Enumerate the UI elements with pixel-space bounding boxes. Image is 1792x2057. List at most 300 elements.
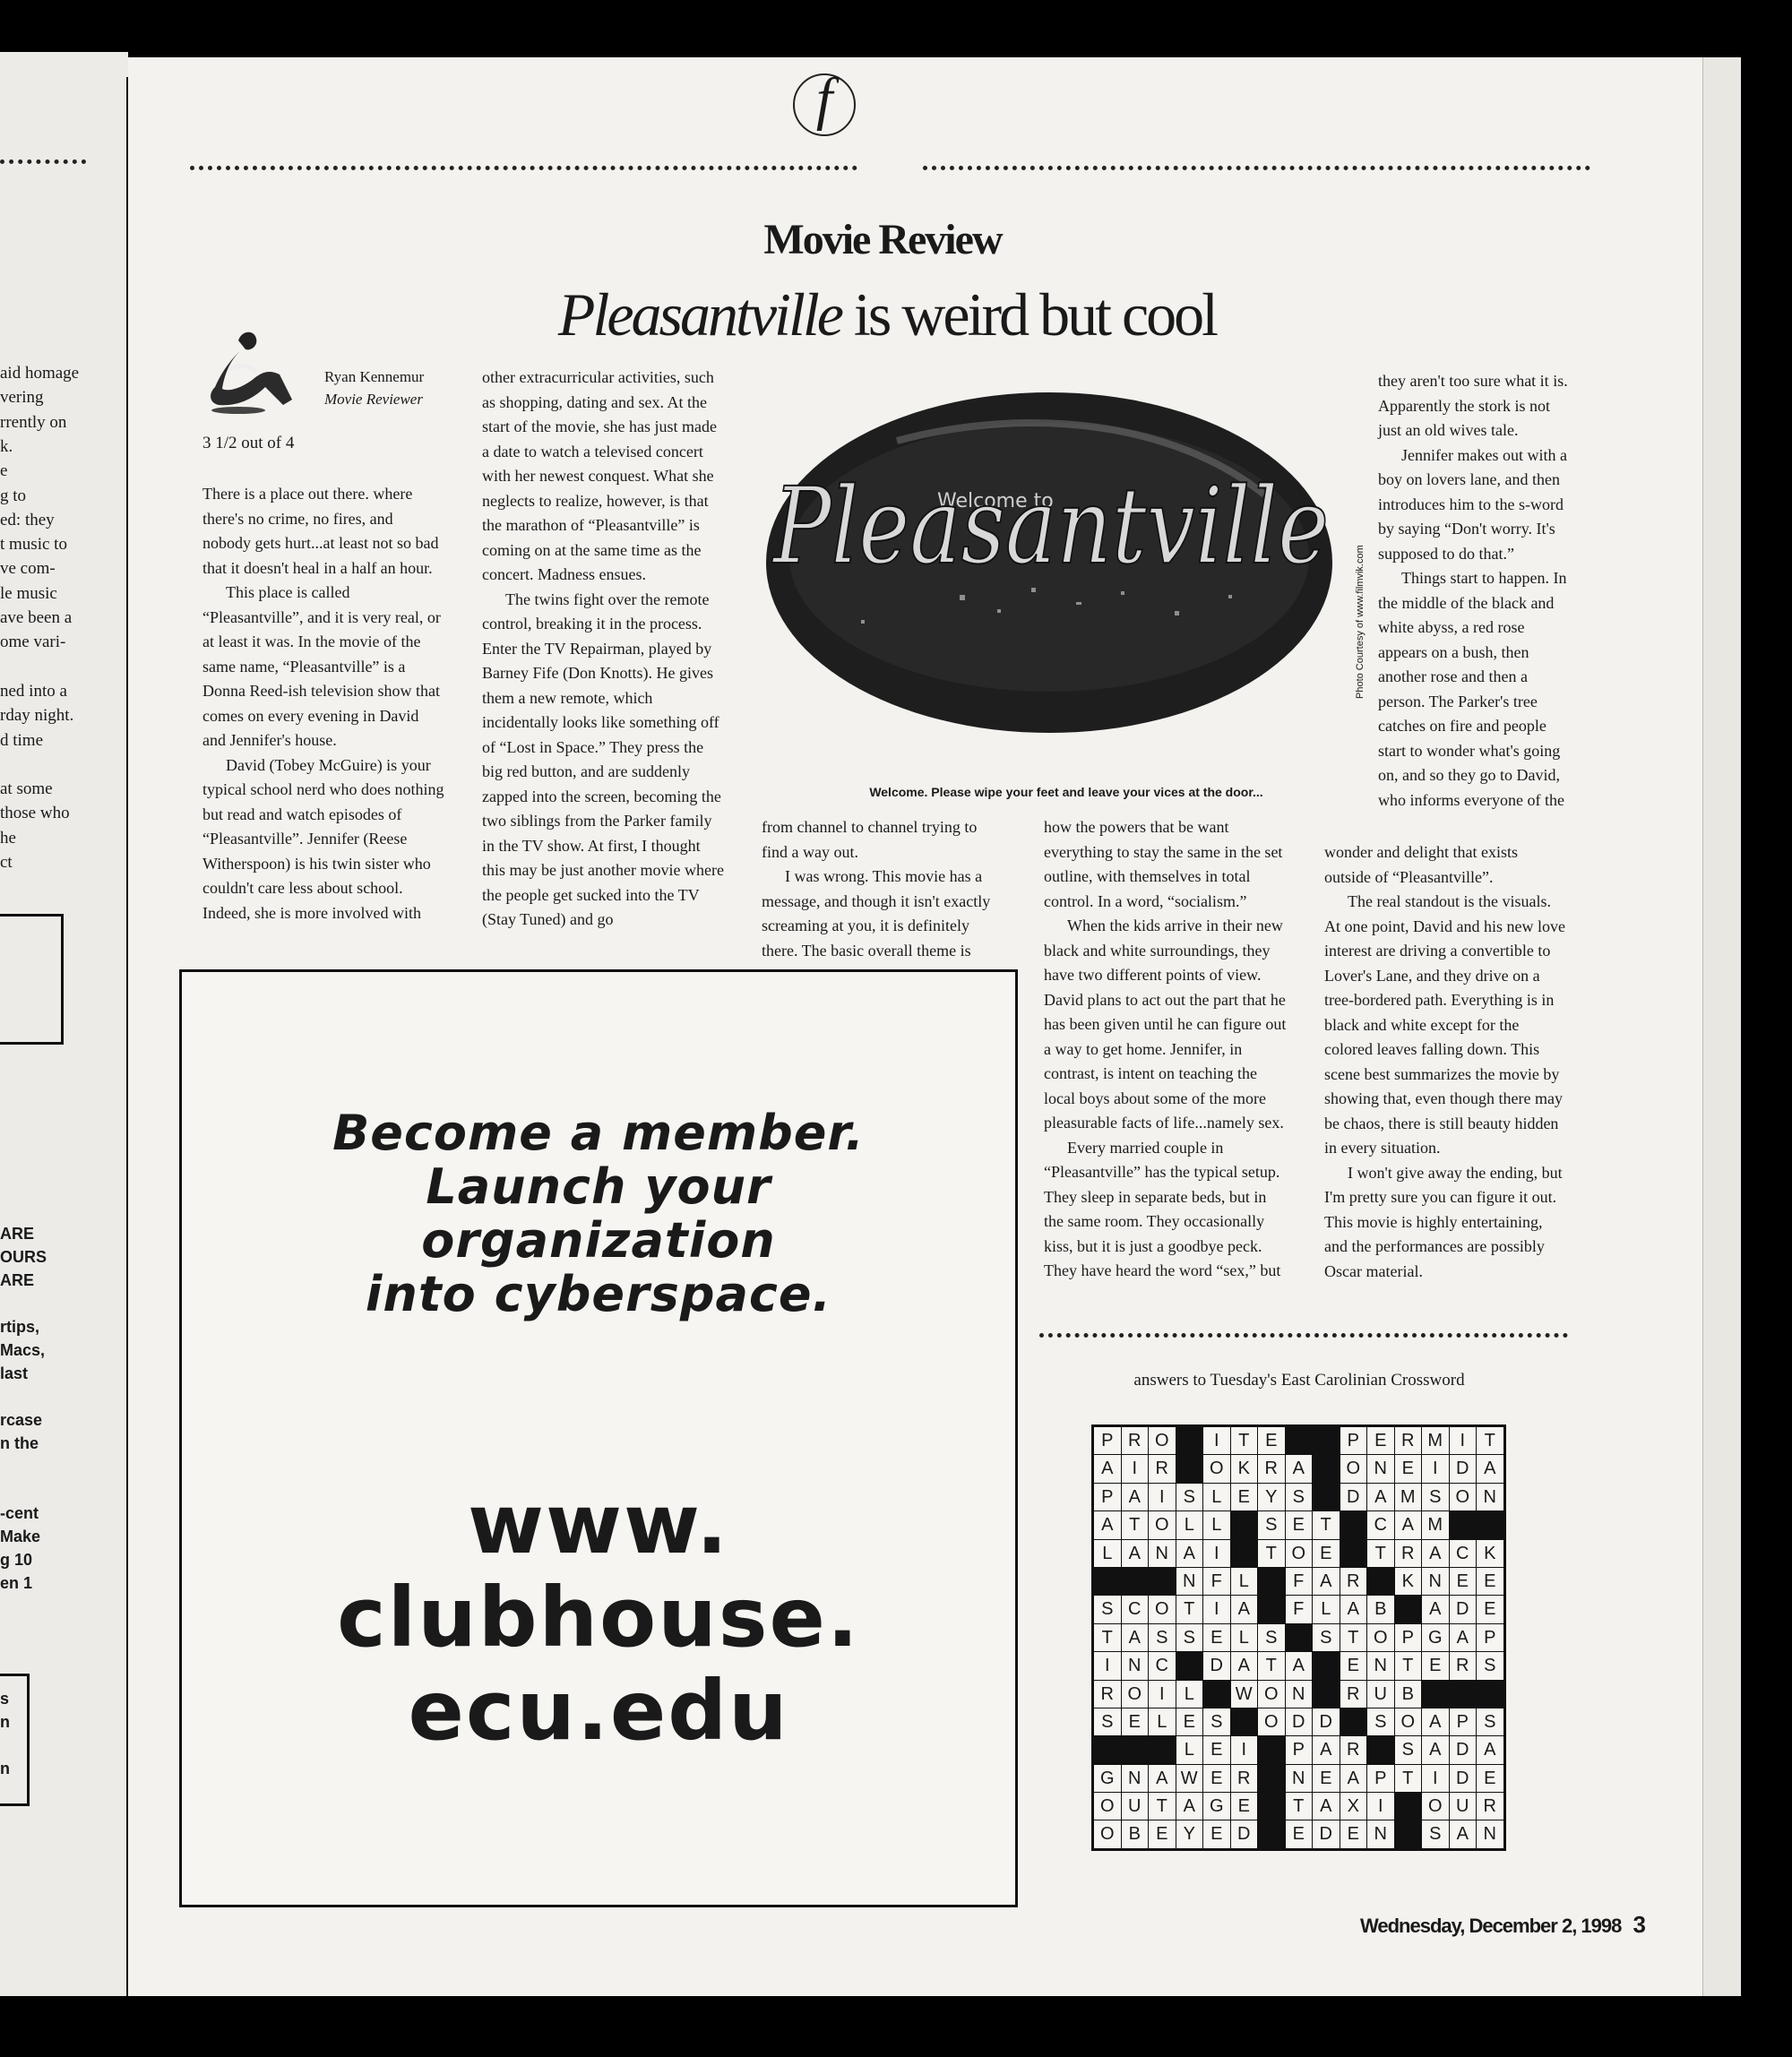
crossword-block <box>1258 1765 1285 1792</box>
crossword-cell: O <box>1422 1793 1449 1820</box>
text-fragment: t music to <box>0 535 67 555</box>
crossword-cell: N <box>1367 1820 1394 1847</box>
paragraph: I was wrong. This movie has a message, and though it isn't exactly screaming at you, it is definitely there. The basic overall theme is <box>762 867 991 960</box>
crossword-cell: T <box>1094 1624 1121 1651</box>
text-fragment: -cent <box>0 1504 39 1522</box>
crossword-cell: T <box>1477 1427 1503 1454</box>
crossword-cell: S <box>1258 1511 1285 1538</box>
crossword-cell: I <box>1367 1793 1394 1820</box>
crossword-block <box>1258 1736 1285 1763</box>
paragraph: from channel to channel trying to find a way out. <box>762 818 978 861</box>
crossword-cell: N <box>1367 1652 1394 1679</box>
crossword-cell: A <box>1286 1455 1313 1482</box>
paragraph: Things start to happen. In the middle of the black and white abyss, a red rose appears on a bush, then another rose and then a person. The Parker's tree catches on fire and people start to wonder what's going on, and so they go to David, who informs everyone of the <box>1378 569 1567 809</box>
crossword-cell: A <box>1340 1596 1367 1622</box>
crossword-cell: P <box>1367 1765 1394 1792</box>
crossword-cell: D <box>1450 1765 1477 1792</box>
article-column-3 <box>762 815 1005 963</box>
crossword-block <box>1477 1681 1503 1708</box>
crossword-cell: E <box>1203 1736 1230 1763</box>
crossword-cell: N <box>1367 1455 1394 1482</box>
crossword-cell: N <box>1122 1765 1149 1792</box>
crossword-cell: O <box>1367 1624 1394 1651</box>
crossword-block <box>1340 1708 1367 1735</box>
crossword-cell: T <box>1149 1793 1176 1820</box>
crossword-cell: I <box>1203 1540 1230 1567</box>
crossword-cell: L <box>1176 1736 1203 1763</box>
crossword-dotted-rule <box>1039 1333 1568 1338</box>
clubhouse-advertisement <box>179 969 1018 1907</box>
ad-line: www. <box>467 1476 730 1572</box>
crossword-cell: Y <box>1258 1484 1285 1510</box>
crossword-cell: L <box>1231 1568 1258 1595</box>
crossword-cell: D <box>1203 1652 1230 1679</box>
crossword-block <box>1477 1511 1503 1538</box>
text-fragment: s <box>0 1690 10 1708</box>
text-fragment: rtips, <box>0 1318 40 1336</box>
folio-letter: f <box>793 73 856 136</box>
crossword-block <box>1176 1427 1203 1454</box>
crossword-cell: T <box>1231 1427 1258 1454</box>
crossword-cell: O <box>1450 1484 1477 1510</box>
text-fragment: n <box>0 1760 10 1777</box>
crossword-cell: Y <box>1176 1820 1203 1847</box>
crossword-cell: A <box>1450 1624 1477 1651</box>
crossword-cell: A <box>1313 1793 1340 1820</box>
adjacent-ad-box <box>0 914 64 1045</box>
crossword-cell: C <box>1122 1596 1149 1622</box>
crossword-cell: T <box>1258 1652 1285 1679</box>
text-fragment: ave been a <box>0 608 73 627</box>
crossword-cell: I <box>1231 1736 1258 1763</box>
crossword-cell: O <box>1149 1511 1176 1538</box>
crossword-cell: D <box>1231 1820 1258 1847</box>
crossword-cell: S <box>1176 1484 1203 1510</box>
crossword-cell: I <box>1203 1596 1230 1622</box>
crossword-block <box>1149 1568 1176 1595</box>
crossword-cell: A <box>1422 1540 1449 1567</box>
text-fragment: n the <box>0 1434 39 1452</box>
text-fragment: le music <box>0 583 57 603</box>
crossword-cell: S <box>1367 1708 1394 1735</box>
ad-line: Launch your <box>426 1158 771 1215</box>
crossword-cell: R <box>1340 1568 1367 1595</box>
paragraph: other extracurricular activities, such as shopping, dating and sex. At the start of the movie, she has just made a date to watch a televised concert with her newest conquest. What she neglects to realize, however, is that the marathon of “Pleasantville” is coming on at the same time as the concert. Madness ensues. <box>482 368 717 583</box>
crossword-cell: P <box>1395 1624 1422 1651</box>
crossword-cell: T <box>1176 1596 1203 1622</box>
crossword-cell: D <box>1286 1708 1313 1735</box>
crossword-cell: O <box>1149 1427 1176 1454</box>
crossword-block <box>1231 1708 1258 1735</box>
section-kicker: Movie Review <box>763 216 1002 263</box>
text-fragment: ned into a <box>0 681 67 701</box>
crossword-cell: D <box>1450 1455 1477 1482</box>
crossword-block <box>1450 1681 1477 1708</box>
crossword-cell: P <box>1450 1708 1477 1735</box>
crossword-cell: U <box>1450 1793 1477 1820</box>
crossword-cell: A <box>1231 1652 1258 1679</box>
ad-slogan <box>182 1106 1015 1321</box>
crossword-cell: C <box>1367 1511 1394 1538</box>
crossword-cell: I <box>1094 1652 1121 1679</box>
crossword-cell: A <box>1122 1540 1149 1567</box>
crossword-cell: E <box>1450 1568 1477 1595</box>
crossword-cell: T <box>1122 1511 1149 1538</box>
photo-credit: Photo Courtesy of www.filmvik.com <box>1355 545 1366 699</box>
crossword-cell: L <box>1176 1511 1203 1538</box>
byline-role: Movie Reviewer <box>324 391 423 408</box>
image-logo-text: Pleasantville <box>771 464 1329 588</box>
crossword-cell: R <box>1395 1427 1422 1454</box>
crossword-cell: S <box>1422 1820 1449 1847</box>
crossword-cell: A <box>1313 1736 1340 1763</box>
crossword-cell: O <box>1149 1596 1176 1622</box>
crossword-cell: W <box>1176 1765 1203 1792</box>
crossword-cell: R <box>1258 1455 1285 1482</box>
crossword-cell: P <box>1094 1484 1121 1510</box>
article-column-1 <box>202 482 444 925</box>
text-fragment: ed: they <box>0 510 55 529</box>
crossword-cell: S <box>1422 1484 1449 1510</box>
crossword-block <box>1176 1455 1203 1482</box>
crossword-cell: E <box>1477 1568 1503 1595</box>
crossword-cell: O <box>1258 1708 1285 1735</box>
page-footer <box>1360 1911 1645 1939</box>
crossword-cell: D <box>1313 1708 1340 1735</box>
crossword-cell: M <box>1422 1427 1449 1454</box>
crossword-block <box>1340 1540 1367 1567</box>
text-fragment: those who <box>0 804 70 823</box>
text-fragment: g 10 <box>0 1551 33 1569</box>
crossword-cell: E <box>1258 1427 1285 1454</box>
crossword-cell: T <box>1313 1511 1340 1538</box>
footer-date: Wednesday, December 2, 1998 <box>1360 1915 1622 1937</box>
crossword-cell: I <box>1422 1455 1449 1482</box>
text-fragment: g to <box>0 486 27 505</box>
headline-title: Pleasantville <box>557 280 841 349</box>
text-fragment: Macs, <box>0 1341 46 1359</box>
paragraph: wonder and delight that exists outside of “Pleasantville”. <box>1324 843 1518 886</box>
crossword-cell: T <box>1340 1624 1367 1651</box>
crossword-cell: S <box>1094 1596 1121 1622</box>
crossword-cell: C <box>1149 1652 1176 1679</box>
crossword-cell: T <box>1395 1765 1422 1792</box>
crossword-cell: A <box>1340 1765 1367 1792</box>
crossword-cell: T <box>1367 1540 1394 1567</box>
crossword-cell: N <box>1477 1484 1503 1510</box>
text-fragment: vering <box>0 388 44 408</box>
crossword-cell: N <box>1422 1568 1449 1595</box>
crossword-cell: E <box>1340 1820 1367 1847</box>
top-dotted-rule-right <box>923 166 1590 170</box>
crossword-cell: R <box>1477 1793 1503 1820</box>
section-folio <box>730 66 918 136</box>
paragraph: When the kids arrive in their new black and white surroundings, they have two different points of view. David plans to act out the part that he has been given until he can figure out a way to get home. Jennifer, in contrast, is intent on teaching the local boys about some of the more pleasurable facts of life...namely sex. <box>1044 917 1287 1132</box>
crossword-cell: B <box>1122 1820 1149 1847</box>
crossword-cell: I <box>1203 1427 1230 1454</box>
crossword-cell: S <box>1395 1736 1422 1763</box>
crossword-cell: B <box>1367 1596 1394 1622</box>
crossword-cell: S <box>1286 1484 1313 1510</box>
crossword-cell: E <box>1203 1765 1230 1792</box>
ad-line: clubhouse. <box>337 1570 860 1665</box>
paragraph: they aren't too sure what it is. Apparently the stork is not just an old wives tale. <box>1378 372 1568 439</box>
crossword-cell: E <box>1176 1708 1203 1735</box>
text-fragment: at some <box>0 779 53 799</box>
crossword-cell: G <box>1094 1765 1121 1792</box>
crossword-block <box>1203 1681 1230 1708</box>
headline-rest: is weird but cool <box>840 280 1217 349</box>
crossword-cell: O <box>1094 1820 1121 1847</box>
ad-url <box>182 1478 1015 1758</box>
crossword-cell: A <box>1122 1484 1149 1510</box>
crossword-cell: E <box>1286 1820 1313 1847</box>
crossword-block <box>1258 1793 1285 1820</box>
crossword-cell: W <box>1231 1681 1258 1708</box>
crossword-cell: S <box>1176 1624 1203 1651</box>
crossword-cell: F <box>1286 1596 1313 1622</box>
crossword-block <box>1231 1540 1258 1567</box>
text-fragment: n <box>0 1713 10 1731</box>
ad-line: ecu.edu <box>408 1663 789 1759</box>
text-fragment: last <box>0 1364 29 1382</box>
crossword-block <box>1176 1652 1203 1679</box>
crossword-cell: O <box>1340 1455 1367 1482</box>
crossword-cell: N <box>1286 1765 1313 1792</box>
text-fragment: en 1 <box>0 1574 33 1592</box>
crossword-cell: C <box>1450 1540 1477 1567</box>
text-fragment: d time <box>0 730 44 750</box>
text-fragment: rday night. <box>0 706 74 726</box>
paragraph: I won't give away the ending, but I'm pretty sure you can figure it out. This movie is highly entertaining, and the performances are possibly Oscar material. <box>1324 1163 1563 1280</box>
crossword-cell: L <box>1094 1540 1121 1567</box>
crossword-cell: R <box>1094 1681 1121 1708</box>
crossword-block <box>1258 1568 1285 1595</box>
crossword-block <box>1340 1511 1367 1538</box>
paragraph: David (Tobey McGuire) is your typical school nerd who does nothing but read and watch episodes of “Pleasantville”. Jennifer (Reese Witherspoon) is his twin sister who couldn't care less about school. Indeed, she is more involved with <box>202 755 444 922</box>
crossword-cell: A <box>1367 1484 1394 1510</box>
article-column-2 <box>482 366 726 933</box>
crossword-cell: A <box>1395 1511 1422 1538</box>
headline <box>502 280 1272 350</box>
crossword-cell: R <box>1149 1455 1176 1482</box>
crossword-cell: P <box>1477 1624 1503 1651</box>
crossword-cell: E <box>1367 1427 1394 1454</box>
crossword-cell: X <box>1340 1793 1367 1820</box>
movie-still-image <box>762 387 1336 741</box>
crossword-cell: E <box>1231 1793 1258 1820</box>
crossword-cell: M <box>1422 1511 1449 1538</box>
crossword-cell: O <box>1258 1681 1285 1708</box>
crossword-cell: D <box>1340 1484 1367 1510</box>
paragraph: how the powers that be want everything to stay the same in the set outline, with themselves in total control. In a word, “socialism.” <box>1044 818 1283 910</box>
crossword-cell: I <box>1450 1427 1477 1454</box>
paragraph: Jennifer makes out with a boy on lovers lane, and then introduces him to the s-word by saying “Don't worry. It's supposed to do that.” <box>1378 445 1567 563</box>
text-fragment: ARE <box>0 1271 35 1289</box>
crossword-cell: S <box>1477 1708 1503 1735</box>
text-fragment: ARE <box>0 1225 35 1243</box>
crossword-cell: E <box>1395 1455 1422 1482</box>
crossword-cell: A <box>1176 1793 1203 1820</box>
crossword-block <box>1367 1736 1394 1763</box>
ad-line: Become a member. <box>332 1105 865 1161</box>
crossword-block <box>1367 1568 1394 1595</box>
crossword-cell: E <box>1313 1765 1340 1792</box>
page-number: 3 <box>1633 1911 1645 1938</box>
crossword-cell: E <box>1477 1596 1503 1622</box>
crossword-cell: F <box>1286 1568 1313 1595</box>
crossword-cell: L <box>1203 1511 1230 1538</box>
image-welcome-text: Welcome to <box>937 490 1054 512</box>
crossword-cell: R <box>1340 1736 1367 1763</box>
page-edge <box>1702 57 1741 1996</box>
crossword-cell: S <box>1149 1624 1176 1651</box>
crossword-cell: S <box>1258 1624 1285 1651</box>
ad-line: into cyberspace. <box>365 1266 832 1322</box>
crossword-cell: N <box>1176 1568 1203 1595</box>
crossword-cell: A <box>1422 1736 1449 1763</box>
crossword-grid <box>1091 1424 1506 1851</box>
crossword-block <box>1122 1568 1149 1595</box>
crossword-cell: A <box>1149 1765 1176 1792</box>
crossword-cell: P <box>1286 1736 1313 1763</box>
crossword-cell: O <box>1395 1708 1422 1735</box>
text-fragment: rrently on <box>0 412 67 432</box>
crossword-cell: T <box>1286 1793 1313 1820</box>
crossword-cell: T <box>1395 1652 1422 1679</box>
crossword-block <box>1286 1624 1313 1651</box>
crossword-cell: R <box>1340 1681 1367 1708</box>
article-column-4 <box>1044 815 1288 1284</box>
paragraph: This place is called “Pleasantville”, and it is very real, or at least it was. In the movie of the same name, “Pleasantville” is a Donna Reed-ish television show that comes on every evening in David and Jennifer's house. <box>202 583 441 749</box>
crossword-cell: S <box>1477 1652 1503 1679</box>
crossword-cell: F <box>1203 1568 1230 1595</box>
crossword-cell: R <box>1231 1765 1258 1792</box>
crossword-cell: A <box>1122 1624 1149 1651</box>
text-fragment: ct <box>0 853 13 872</box>
crossword-block <box>1313 1681 1340 1708</box>
crossword-cell: I <box>1149 1681 1176 1708</box>
crossword-cell: K <box>1231 1455 1258 1482</box>
crossword-cell: B <box>1395 1681 1422 1708</box>
crossword-block <box>1422 1681 1449 1708</box>
crossword-cell: A <box>1450 1820 1477 1847</box>
rating: 3 1/2 out of 4 <box>202 434 295 452</box>
crossword-cell: O <box>1203 1455 1230 1482</box>
crossword-cell: I <box>1149 1484 1176 1510</box>
crossword-cell: E <box>1122 1708 1149 1735</box>
crossword-cell: I <box>1422 1765 1449 1792</box>
text-fragment: ve com- <box>0 559 56 579</box>
text-fragment: OURS <box>0 1248 47 1266</box>
top-dotted-rule-left <box>190 166 857 170</box>
crossword-cell: S <box>1203 1708 1230 1735</box>
paragraph: There is a place out there. where there's no crime, no fires, and nobody gets hurt...at least not so bad that it doesn't heal in a half an hour. <box>202 485 439 577</box>
crossword-cell: A <box>1422 1708 1449 1735</box>
crossword-block <box>1450 1511 1477 1538</box>
crossword-cell: R <box>1450 1652 1477 1679</box>
crossword-cell: E <box>1149 1820 1176 1847</box>
crossword-cell: O <box>1286 1540 1313 1567</box>
crossword-cell: S <box>1313 1624 1340 1651</box>
crossword-cell: E <box>1422 1652 1449 1679</box>
reviewer-avatar <box>202 324 308 414</box>
byline-name: Ryan Kennemur <box>324 368 425 385</box>
crossword-cell: E <box>1231 1484 1258 1510</box>
crossword-block <box>1094 1568 1121 1595</box>
crossword-cell: A <box>1231 1596 1258 1622</box>
crossword-cell: E <box>1340 1652 1367 1679</box>
text-fragment: e <box>0 461 8 481</box>
crossword-block <box>1313 1652 1340 1679</box>
crossword-cell: O <box>1122 1681 1149 1708</box>
crossword-cell: E <box>1477 1765 1503 1792</box>
crossword-cell: R <box>1395 1540 1422 1567</box>
crossword-cell: A <box>1313 1568 1340 1595</box>
crossword-block <box>1313 1455 1340 1482</box>
crossword-block <box>1313 1427 1340 1454</box>
crossword-cell: G <box>1422 1624 1449 1651</box>
crossword-block <box>1395 1820 1422 1847</box>
byline <box>324 366 424 410</box>
adjacent-page-fragment <box>0 52 128 1996</box>
crossword-block <box>1313 1484 1340 1510</box>
crossword-cell: L <box>1149 1708 1176 1735</box>
crossword-cell: O <box>1094 1793 1121 1820</box>
text-fragment: aid homage <box>0 364 80 383</box>
article-column-5-top <box>1378 369 1568 813</box>
crossword-cell: A <box>1286 1652 1313 1679</box>
crossword-cell: N <box>1477 1820 1503 1847</box>
crossword-cell: A <box>1477 1736 1503 1763</box>
crossword-block <box>1149 1736 1176 1763</box>
crossword-cell: A <box>1422 1596 1449 1622</box>
crossword-cell: L <box>1231 1624 1258 1651</box>
crossword-cell: A <box>1094 1511 1121 1538</box>
crossword-block <box>1395 1596 1422 1622</box>
crossword-cell: D <box>1450 1596 1477 1622</box>
dotted-rule <box>0 159 86 164</box>
crossword-cell: S <box>1094 1708 1121 1735</box>
article-column-5-bottom <box>1324 840 1568 1284</box>
crossword-cell: D <box>1450 1736 1477 1763</box>
crossword-cell: P <box>1094 1427 1121 1454</box>
crossword-cell: E <box>1203 1820 1230 1847</box>
crossword-cell: E <box>1203 1624 1230 1651</box>
crossword-cell: K <box>1477 1540 1503 1567</box>
crossword-cell: G <box>1203 1793 1230 1820</box>
crossword-cell: E <box>1286 1511 1313 1538</box>
crossword-cell: P <box>1340 1427 1367 1454</box>
ad-line: organization <box>421 1212 776 1269</box>
crossword-cell: U <box>1367 1681 1394 1708</box>
crossword-block <box>1258 1596 1285 1622</box>
crossword-cell: R <box>1122 1427 1149 1454</box>
crossword-cell: I <box>1122 1455 1149 1482</box>
crossword-block <box>1094 1736 1121 1763</box>
crossword-cell: U <box>1122 1793 1149 1820</box>
crossword-cell: M <box>1395 1484 1422 1510</box>
text-fragment: rcase <box>0 1411 43 1429</box>
crossword-cell: K <box>1395 1568 1422 1595</box>
paragraph: The real standout is the visuals. At one point, David and his new love interest are driving a convertible to Lover's Lane, and they drive on a tree-bordered path. Everything is in black and white except for the colored leaves falling down. This scene best summarizes the movie by showing that, even though there may be chaos, there is still beauty hidden in every situation. <box>1324 892 1565 1157</box>
crossword-cell: N <box>1122 1652 1149 1679</box>
crossword-block <box>1122 1736 1149 1763</box>
crossword-cell: L <box>1203 1484 1230 1510</box>
crossword-cell: D <box>1313 1820 1340 1847</box>
paragraph: Every married couple in “Pleasantville” has the typical setup. They sleep in separate beds, but in the same room. They occasionally kiss, but it is just a goodbye peck. They have heard the word “sex,” but <box>1044 1138 1281 1279</box>
text-fragment: ome vari- <box>0 633 66 652</box>
